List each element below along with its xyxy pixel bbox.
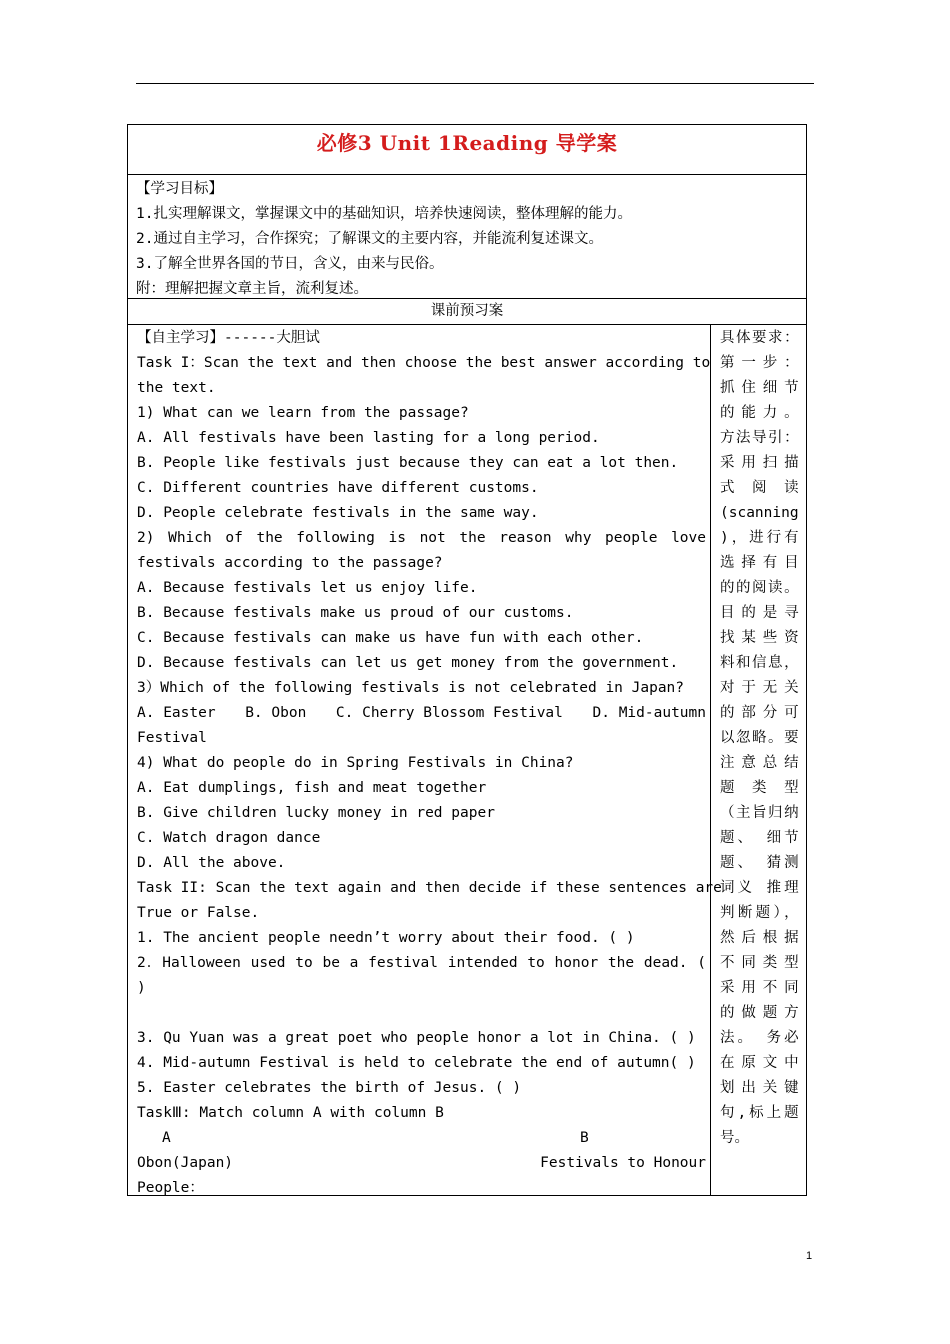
true-false-item: 4. Mid-autumn Festival is held to celebrate the end of autumn( ) xyxy=(137,1055,696,1071)
column-a-label: A xyxy=(162,1130,171,1146)
requirement-line: 的做题方 xyxy=(720,1005,799,1021)
requirement-line: 式 阅 读 xyxy=(720,480,799,496)
page-title: 必修3 Unit 1Reading 导学案 xyxy=(316,131,618,155)
match-row xyxy=(137,1151,706,1176)
self-study-row xyxy=(127,324,807,1196)
answer-option: C. Because festivals can make us have fun with each other. xyxy=(137,630,644,646)
match-continued: People： xyxy=(137,1180,204,1196)
question-stem: 4) What do people do in Spring Festivals in China? xyxy=(137,755,574,771)
answer-option: D. Because festivals can let us get money from the government. xyxy=(137,655,679,671)
requirement-line: 的的阅读。 xyxy=(720,580,799,596)
requirement-line: 然后根据 xyxy=(720,930,799,946)
requirement-line: 句,标上题 xyxy=(720,1105,799,1121)
true-false-item: 1. The ancient people needn’t worry about their food. ( ) xyxy=(137,930,635,946)
answer-option: D. Mid-autumn xyxy=(592,705,706,721)
true-false-item: 3. Qu Yuan was a great poet who people honor a lot in China. ( ) xyxy=(137,1030,696,1046)
answer-option: D. All the above. xyxy=(137,855,286,871)
column-headers xyxy=(137,1126,706,1151)
answer-option: D. People celebrate festivals in the same way. xyxy=(137,505,539,521)
requirement-line: 不同类型 xyxy=(720,955,799,971)
requirement-line: 题、 细节 xyxy=(720,830,799,846)
answer-options-row xyxy=(137,701,706,726)
study-heading: 【自主学习】------大胆试 xyxy=(137,330,320,346)
requirement-line: 在原文中 xyxy=(720,1055,799,1071)
requirement-line: 采用不同 xyxy=(720,980,799,996)
title-cell xyxy=(127,124,807,174)
goals-heading: 【学习目标】 xyxy=(136,181,223,197)
requirement-line: 选择有目 xyxy=(720,555,799,571)
worksheet-table xyxy=(127,124,807,1196)
answer-option: A. Easter xyxy=(137,705,216,721)
requirement-line: 方法导引： xyxy=(720,430,799,446)
column-b-label: B xyxy=(580,1130,589,1146)
requirements-column xyxy=(711,325,807,1195)
answer-option: A. All festivals have been lasting for a long period. xyxy=(137,430,600,446)
answer-option: B. Give children lucky money in red paper xyxy=(137,805,495,821)
requirement-line: 目的是寻 xyxy=(720,605,799,621)
requirement-line: 判断题）， xyxy=(720,905,799,921)
requirement-line: 采用扫描 xyxy=(720,455,799,471)
question-stem: 1) What can we learn from the passage? xyxy=(137,405,469,421)
task3-intro: TaskⅢ: Match column A with column B xyxy=(137,1105,444,1121)
goal-item: 1.扎实理解课文，掌握课文中的基础知识，培养快速阅读，整体理解的能力。 xyxy=(136,206,632,222)
requirement-line: 的能力。 xyxy=(720,405,799,421)
requirement-line: 号。 xyxy=(720,1130,749,1146)
true-false-item: 2．Halloween used to be a festival intended to honor the dead. ( xyxy=(137,955,706,971)
requirement-line: )，进行有 xyxy=(720,530,799,546)
requirement-line: 题 类 型 xyxy=(720,780,799,796)
goals-note: 附：理解把握文章主旨，流利复述。 xyxy=(136,281,368,297)
goal-item: 3.了解全世界各国的节日，含义，由来与民俗。 xyxy=(136,256,444,272)
task2-intro: True or False. xyxy=(137,905,260,921)
requirement-line: （主旨归纳 xyxy=(720,805,799,821)
requirement-line: 料和信息， xyxy=(720,655,799,671)
answer-option: A. Eat dumplings, fish and meat together xyxy=(137,780,487,796)
header-rule xyxy=(136,83,814,84)
match-right-item: Festivals to Honour xyxy=(540,1155,706,1171)
question-stem: festivals according to the passage? xyxy=(137,555,443,571)
task1-intro: the text. xyxy=(137,380,216,396)
preview-heading: 课前预习案 xyxy=(127,298,807,324)
requirement-line: 具体要求： xyxy=(720,330,799,346)
self-study-content xyxy=(128,325,722,1196)
answer-option: C. Watch dragon dance xyxy=(137,830,321,846)
requirement-line: 找某些资 xyxy=(720,630,799,646)
true-false-item: 5. Easter celebrates the birth of Jesus. ( ) xyxy=(137,1080,522,1096)
answer-option: C. Cherry Blossom Festival xyxy=(335,705,563,721)
answer-option-continued: Festival xyxy=(137,730,207,746)
requirement-line: 的部分可 xyxy=(720,705,799,721)
blank-line xyxy=(137,1001,706,1026)
answer-option: B. Because festivals make us proud of our customs. xyxy=(137,605,574,621)
task1-intro: Task I：Scan the text and then choose the best answer according to xyxy=(137,355,711,371)
requirement-line: 注意总结 xyxy=(720,755,799,771)
requirement-line: 以忽略。要 xyxy=(720,730,799,746)
learning-goals xyxy=(127,174,807,298)
answer-option: B. People like festivals just because they can eat a lot then. xyxy=(137,455,679,471)
goal-item: 2.通过自主学习，合作探究；了解课文的主要内容，并能流利复述课文。 xyxy=(136,231,603,247)
question-stem: 3）Which of the following festivals is not celebrated in Japan? xyxy=(137,680,685,696)
requirement-line: 抓住细节 xyxy=(720,380,799,396)
answer-option: A. Because festivals let us enjoy life. xyxy=(137,580,478,596)
answer-option: C. Different countries have different customs. xyxy=(137,480,539,496)
task2-intro: Task II: Scan the text again and then decide if these sentences are xyxy=(137,880,722,896)
requirement-line: 第一步： xyxy=(720,355,799,371)
requirement-line: (scanning xyxy=(720,505,799,521)
match-left-item: Obon(Japan) xyxy=(137,1155,234,1171)
requirement-line: 题、 猜测 xyxy=(720,855,799,871)
requirement-line: 法。 务必 xyxy=(720,1030,799,1046)
true-false-item: ) xyxy=(137,980,146,996)
requirement-line: 词义 推理 xyxy=(720,880,799,896)
answer-option: B. Obon xyxy=(245,705,307,721)
page-number: 1 xyxy=(806,1250,813,1262)
requirement-line: 划出关键 xyxy=(720,1080,799,1096)
requirement-line: 对于无关 xyxy=(720,680,799,696)
question-stem: 2) Which of the following is not the reason why people love xyxy=(137,530,706,546)
